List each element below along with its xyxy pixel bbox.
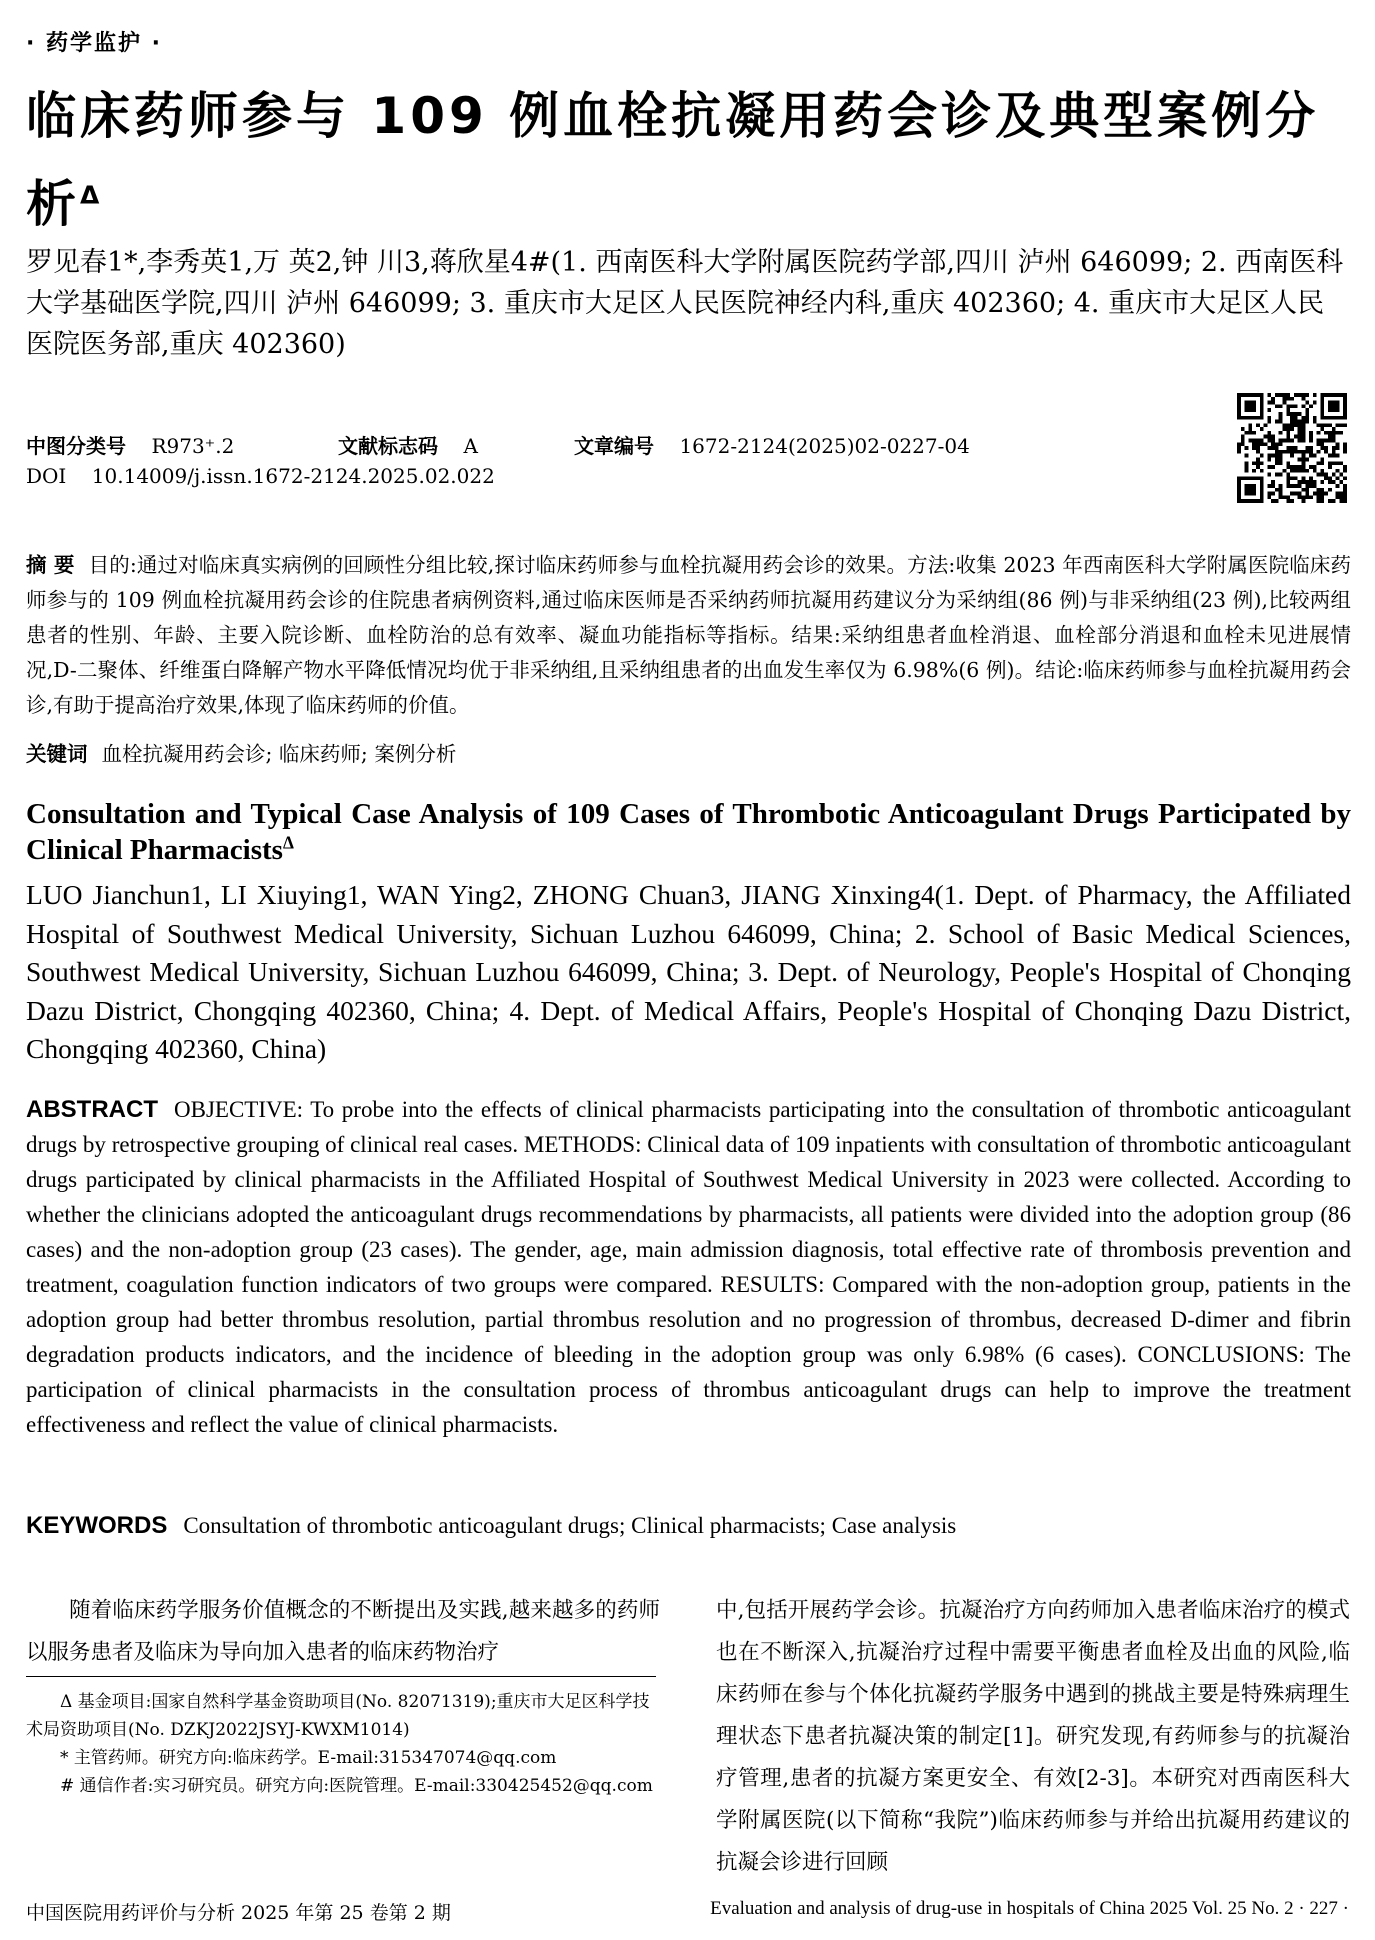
document-code-label: 文献标志码 xyxy=(338,434,438,458)
chinese-authors-affiliations: 罗见春1*,李秀英1,万 英2,钟 川3,蒋欣星4#(1. 西南医科大学附属医院药学部,四川 泸州 646099; 2. 西南医科大学基础医学院,四川 泸州 646099; 3. 重庆市大足区人民医院神经内科,重庆 402360; 4. 重庆市大足区人民医院医务部,重庆 402360) xyxy=(26,247,1344,360)
article-number xyxy=(574,430,970,459)
document-code-value: A xyxy=(463,434,478,458)
clc-value: R973⁺.2 xyxy=(151,434,235,458)
clc-label: 中图分类号 xyxy=(26,434,126,458)
document-code xyxy=(338,430,478,459)
clc-number xyxy=(26,430,234,459)
chinese-title xyxy=(26,72,1356,248)
doi xyxy=(26,464,495,488)
doi-label: DOI xyxy=(26,464,67,488)
english-abstract-label: ABSTRACT xyxy=(26,1096,158,1123)
chinese-abstract xyxy=(26,548,1351,723)
chinese-abstract-text: 目的:通过对临床真实病例的回顾性分组比较,探讨临床药师参与血栓抗凝用药会诊的效果。方法:收集 2023 年西南医科大学附属医院临床药师参与的 109 例血栓抗凝用药会诊的住院患者病例资料,通过临床医师是否采纳药师抗凝用药建议分为采纳组(86 例)与非采纳组(23 例),比较两组患者的性别、年龄、主要入院诊断、血栓防治的总有效率、凝血功能指标等指标。结果:采纳组患者血栓消退、血栓部分消退和血栓未见进展情况,D-二聚体、纤维蛋白降解产物水平降低情况均优于非采纳组,且采纳组患者的出血发生率仅为 6.98%(6 例)。结论:临床药师参与血栓抗凝用药会诊,有助于提高治疗效果,体现了临床药师的价值。 xyxy=(26,553,1352,717)
english-authors-affiliations: LUO Jianchun1, LI Xiuying1, WAN Ying2, ZHONG Chuan3, JIANG Xinxing4(1. Dept. of Pharmacy, the Affiliated Hospital of Southwest Medical University, Sichuan Luzhou 646099, China; 2. School of Basic Medical Sciences, Southwest Medical University, Sichuan Luzhou 646099, China; 3. Dept. of Neurology, People's Hospital of Chonqing Dazu District, Chongqing 402360, China; 4. Dept. of Medical Affairs, People's Hospital of Chonqing Dazu District, Chongqing 402360, China) xyxy=(26,879,1351,1065)
body-text-right-column: 中,包括开展药学会诊。抗凝治疗方向药师加入患者临床治疗的模式也在不断深入,抗凝治疗过程中需要平衡患者血栓及出血的风险,临床药师在参与个体化抗凝药学服务中遇到的挑战主要是特殊病理生理状态下患者抗凝决策的制定[1]。研究发现,有药师参与的抗凝治疗管理,患者的抗凝方案更安全、有效[2-3]。本研究对西南医科大学附属医院(以下简称“我院”)临床药师参与并给出抗凝用药建议的抗凝会诊进行回顾 xyxy=(716,1598,1350,1875)
english-abstract-text: OBJECTIVE: To probe into the effects of clinical pharmacists participating into the consultation of thrombotic anticoagulant drugs by retrospective grouping of clinical real cases. METHODS: Clinical data of 109 inpatients with consultation of thrombotic anticoagulant drugs participated by clinical pharmacists in the Affiliated Hospital of Southwest Medical University in 2023 were collected. According to whether the clinicians adopted the anticoagulant drugs recommendations by pharmacists, all patients were divided into the adoption group (86 cases) and the non-adoption group (23 cases). The gender, age, main admission diagnosis, total effective rate of thrombosis prevention and treatment, coagulation function indicators of two groups were compared. RESULTS: Compared with the non-adoption group, patients in the adoption group had better thrombus resolution, partial thrombus resolution and no progression of thrombus, decreased D-dimer and fibrin degradation products indicators, and the incidence of bleeding in the adoption group was only 6.98% (6 cases). CONCLUSIONS: The participation of clinical pharmacists in the consultation process of thrombus anticoagulant drugs can help to improve the treatment effectiveness and reflect the value of clinical pharmacists. xyxy=(26,1097,1351,1437)
footnote-first-author: * 主管药师。研究方向:临床药学。E-mail:315347074@qq.com xyxy=(60,1748,557,1768)
doi-value: 10.14009/j.issn.1672-2124.2025.02.022 xyxy=(91,464,495,488)
chinese-title-text: 临床药师参与 109 例血栓抗凝用药会诊及典型案例分析 xyxy=(26,87,1320,233)
body-text-left-column xyxy=(26,1590,660,1674)
english-keywords xyxy=(26,1508,1351,1543)
footnote-fund: Δ 基金项目:国家自然科学基金资助项目(No. 82071319);重庆市大足区科学技术局资助项目(No. DZKJ2022JSYJ-KWXM1014) xyxy=(26,1692,650,1740)
section-label: · 药学监护 · xyxy=(26,31,163,56)
english-keywords-label: KEYWORDS xyxy=(26,1512,168,1539)
footnote-corresponding-author: # 通信作者:实习研究员。研究方向:医院管理。E-mail:330425452@qq.com xyxy=(60,1776,653,1796)
chinese-abstract-label: 摘 要 xyxy=(26,553,75,577)
chinese-keywords-label: 关键词 xyxy=(26,742,88,766)
english-title xyxy=(26,796,1351,868)
chinese-keywords-text: 血栓抗凝用药会诊; 临床药师; 案例分析 xyxy=(101,742,457,766)
footer-journal-en: Evaluation and analysis of drug-use in hospitals of China 2025 Vol. 25 No. 2 · 227 · xyxy=(710,1898,1349,1919)
chinese-keywords xyxy=(26,738,1351,770)
english-title-text: Consultation and Typical Case Analysis of 109 Cases of Thrombotic Anticoagulant Drugs Participated by Clinical Pharmacists xyxy=(26,798,1351,866)
article-number-label: 文章编号 xyxy=(574,434,654,458)
title-fund-mark: Δ xyxy=(80,180,104,210)
english-abstract xyxy=(26,1092,1351,1442)
english-keywords-text: Consultation of thrombotic anticoagulant drugs; Clinical pharmacists; Case analysis xyxy=(183,1513,957,1538)
footnotes xyxy=(26,1688,660,1800)
footnote-divider xyxy=(26,1676,656,1677)
body-left-paragraph: 随着临床药学服务价值概念的不断提出及实践,越来越多的药师以服务患者及临床为导向加入患者的临床药物治疗 xyxy=(26,1598,660,1665)
qr-code-icon[interactable] xyxy=(1237,393,1347,503)
english-title-fund-mark: Δ xyxy=(282,832,294,853)
article-number-value: 1672-2124(2025)02-0227-04 xyxy=(679,434,970,458)
footer-journal-zh: 中国医院用药评价与分析 2025 年第 25 卷第 2 期 xyxy=(26,1902,451,1924)
